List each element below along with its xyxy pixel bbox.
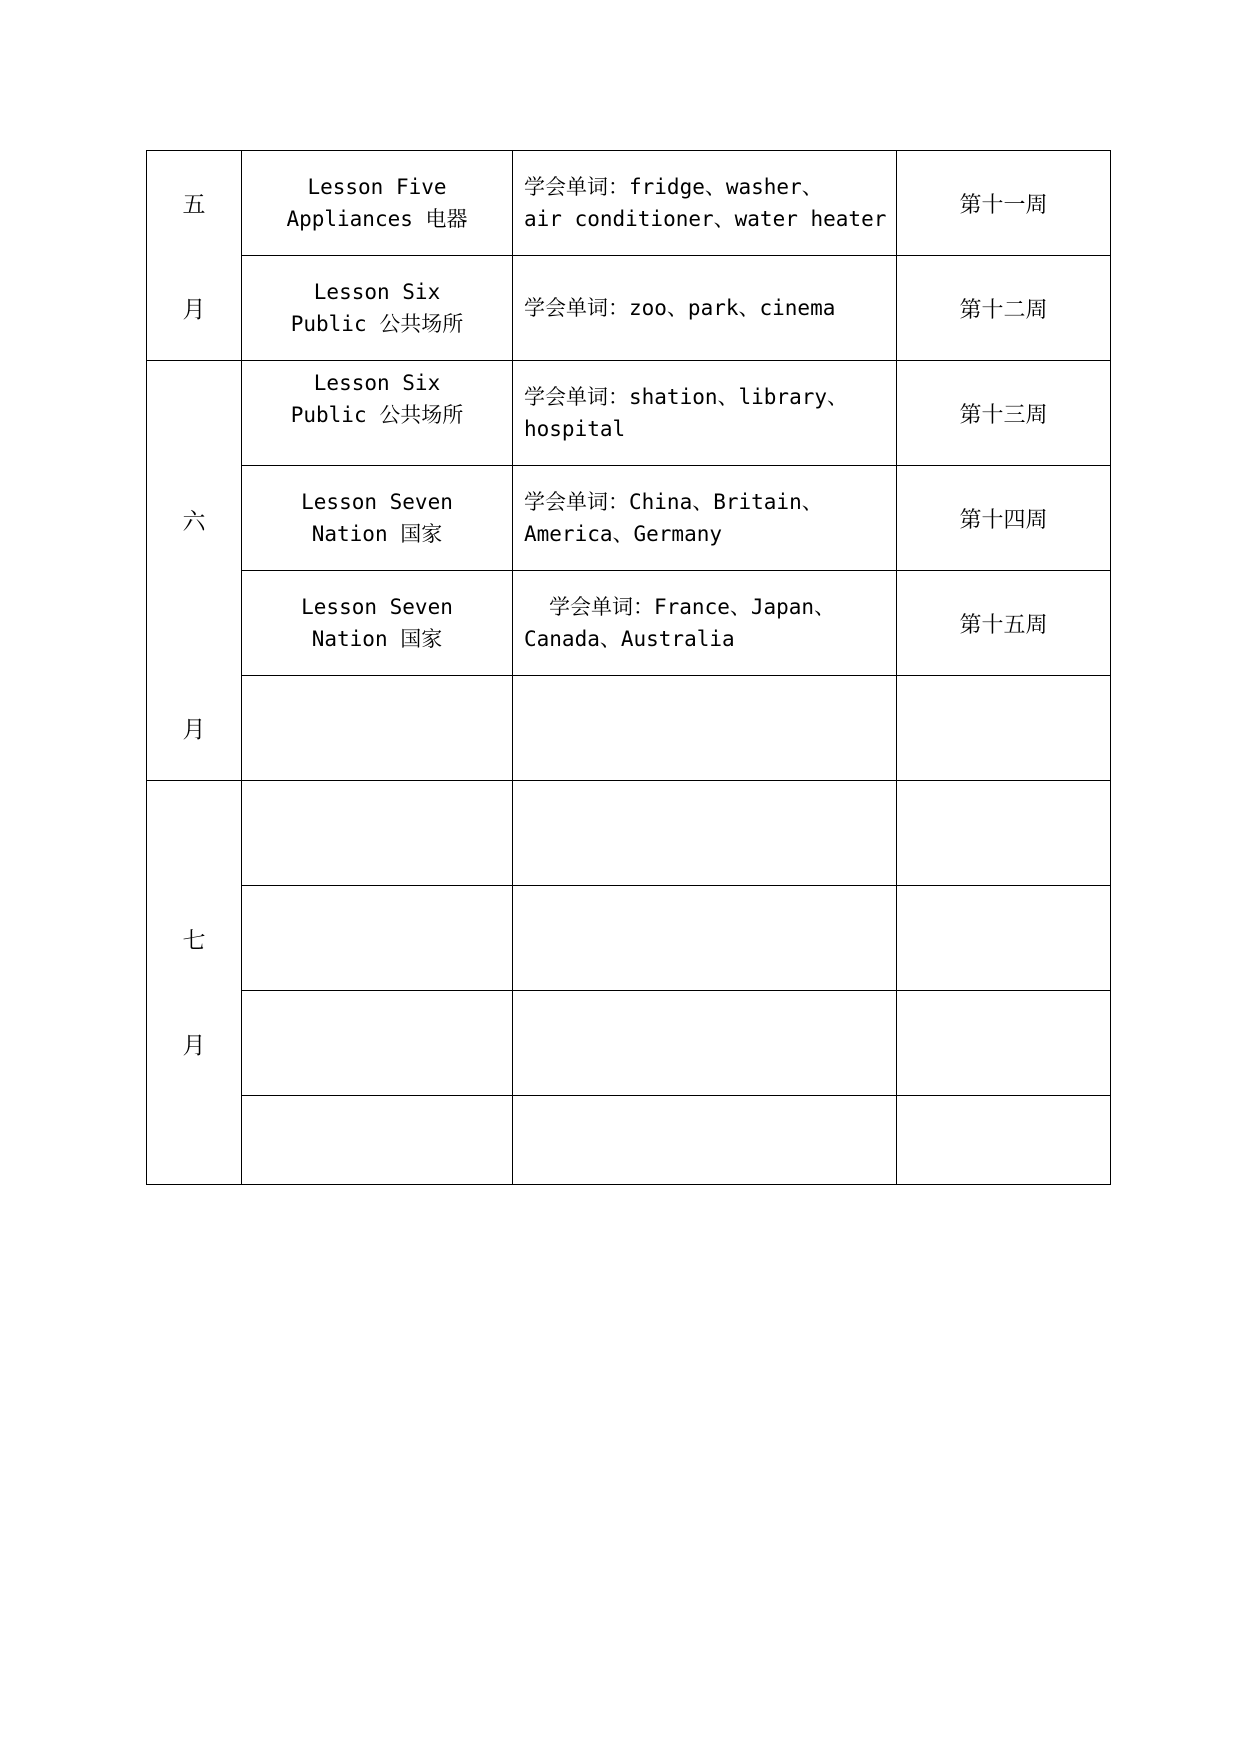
month-label-top: 七 [182, 928, 206, 954]
empty-cell [897, 676, 1111, 781]
words-line: 学会单词：zoo、park、cinema [524, 296, 836, 320]
table-row-empty [147, 991, 1111, 1096]
empty-cell [897, 886, 1111, 991]
table-row [147, 466, 1111, 571]
lesson-title: Lesson Seven [301, 595, 453, 619]
empty-cell [897, 991, 1111, 1096]
month-cell-may [147, 151, 242, 361]
words-cell [513, 466, 897, 571]
lesson-topic: Nation 国家 [311, 627, 443, 651]
words-line: 学会单词：shation、library、 [524, 385, 849, 409]
empty-cell [513, 1096, 897, 1185]
lesson-cell [242, 466, 513, 571]
empty-cell [897, 781, 1111, 886]
month-label-bottom: 月 [182, 297, 206, 323]
month-cell-july [147, 781, 242, 1185]
empty-cell [242, 1096, 513, 1185]
empty-cell [242, 991, 513, 1096]
table-row [147, 151, 1111, 256]
lesson-cell [242, 361, 513, 466]
empty-cell [513, 886, 897, 991]
week-cell: 第十二周 [897, 256, 1111, 361]
lesson-title: Lesson Six [313, 280, 441, 304]
words-line: hospital [524, 417, 626, 441]
words-line: 学会单词：China、Britain、 [524, 490, 823, 514]
table-row-empty [147, 781, 1111, 886]
lesson-topic: Nation 国家 [311, 522, 443, 546]
lesson-topic: Appliances 电器 [286, 207, 468, 231]
words-line: air conditioner、water heater [524, 207, 887, 231]
table-row [147, 571, 1111, 676]
empty-cell [242, 676, 513, 781]
lesson-topic: Public 公共场所 [290, 312, 464, 336]
table-row [147, 361, 1111, 466]
table-row-empty [147, 886, 1111, 991]
week-cell: 第十三周 [897, 361, 1111, 466]
lesson-title: Lesson Five [307, 175, 447, 199]
words-line: 学会单词：France、Japan、 [549, 595, 836, 619]
month-label-top: 六 [182, 509, 206, 535]
empty-cell [513, 781, 897, 886]
empty-cell [897, 1096, 1111, 1185]
empty-cell [242, 886, 513, 991]
week-cell: 第十一周 [897, 151, 1111, 256]
lesson-cell [242, 151, 513, 256]
lesson-cell [242, 256, 513, 361]
words-cell [513, 361, 897, 466]
words-line: America、Germany [524, 522, 723, 546]
table-row-empty [147, 1096, 1111, 1185]
lesson-cell [242, 571, 513, 676]
table-row [147, 256, 1111, 361]
month-label-top: 五 [182, 192, 206, 218]
month-cell-june [147, 361, 242, 781]
lesson-title: Lesson Six [313, 371, 441, 395]
week-cell: 第十四周 [897, 466, 1111, 571]
words-cell [513, 571, 897, 676]
week-cell: 第十五周 [897, 571, 1111, 676]
words-line: Canada、Australia [524, 627, 735, 651]
month-label-bottom: 月 [182, 1033, 206, 1059]
words-line: 学会单词：fridge、washer、 [524, 175, 823, 199]
empty-cell [513, 676, 897, 781]
words-cell [513, 151, 897, 256]
empty-cell [513, 991, 897, 1096]
empty-cell [242, 781, 513, 886]
lesson-title: Lesson Seven [301, 490, 453, 514]
lesson-topic: Public 公共场所 [290, 403, 464, 427]
words-cell [513, 256, 897, 361]
teaching-plan-table [146, 150, 1111, 1185]
table-row-empty [147, 676, 1111, 781]
month-label-bottom: 月 [182, 717, 206, 743]
